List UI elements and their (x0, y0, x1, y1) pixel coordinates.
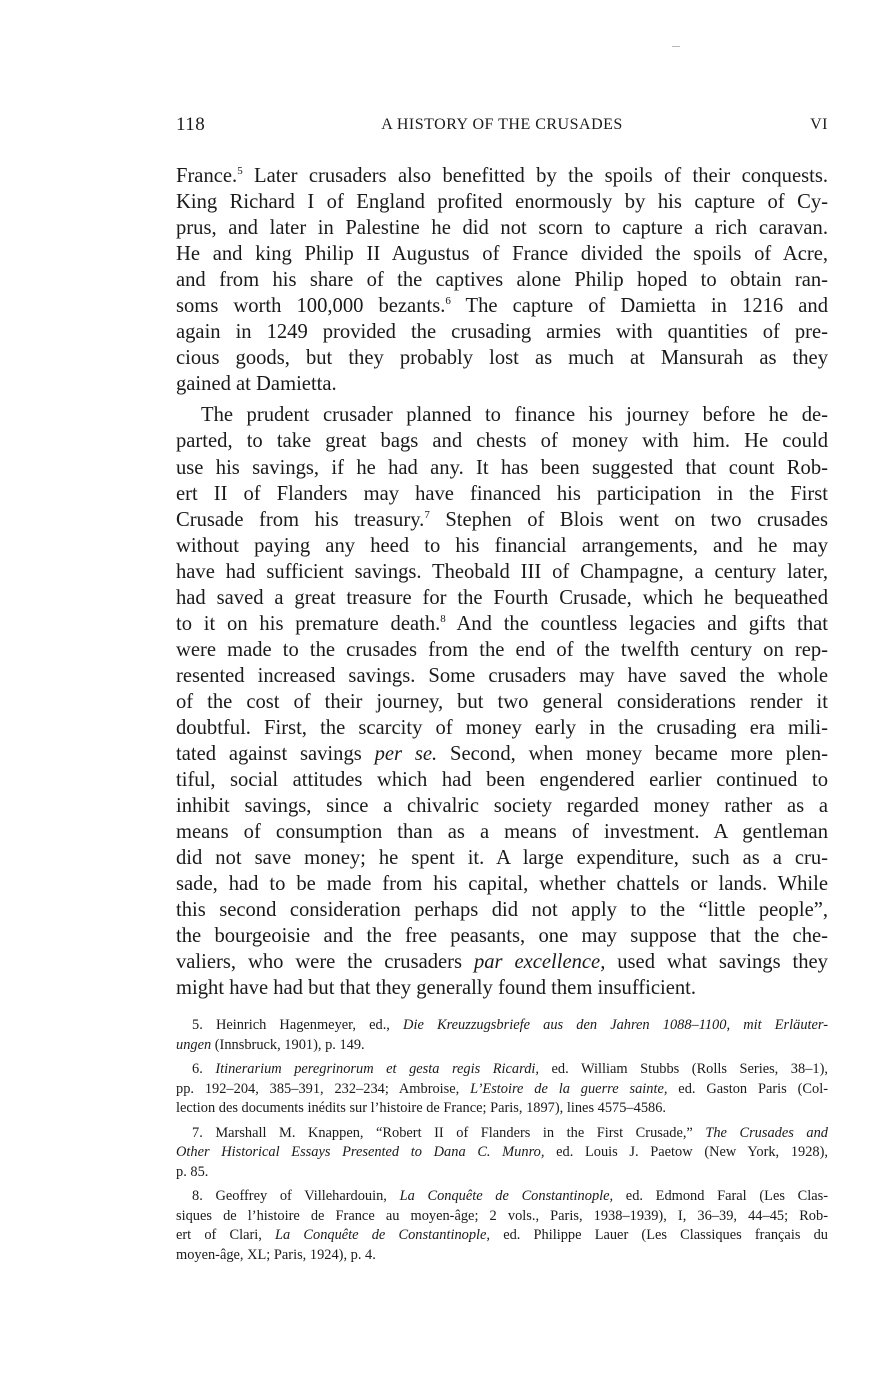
text-run: ed. Gaston Paris (Col- (667, 1080, 828, 1097)
text-run: means of consumption than as a means of investment. A gentleman (176, 821, 828, 844)
text-line (176, 767, 828, 793)
italic-text: The Crusades and (705, 1124, 828, 1141)
text-line (176, 689, 828, 715)
text-line (176, 871, 828, 897)
text-run: soms worth 100,000 bezants. (176, 295, 446, 318)
running-title: A HISTORY OF THE CRUSADES (381, 116, 623, 133)
text-line (176, 637, 828, 663)
text-run: cious goods, but they probably lost as much at Mansurah as they (176, 347, 828, 370)
paragraph (176, 402, 828, 1001)
text-run: The capture of Damietta in 1216 and (450, 295, 828, 318)
italic-text: La Conquête de Constantinople, (275, 1227, 491, 1243)
italic-text: Other Historical Essays Presented to Dana C. Munro, (176, 1144, 545, 1160)
footnote-line (176, 1060, 828, 1080)
footnote-line (176, 1207, 828, 1227)
text-run: and from his share of the captives alone Philip hoped to obtain ran- (176, 269, 828, 292)
text-line (176, 293, 828, 319)
text-line (176, 559, 828, 585)
footnote-reference: 7 (424, 508, 430, 521)
italic-text: ungen (176, 1036, 212, 1053)
text-run: use his savings, if he had any. It has been suggested that count Rob- (176, 456, 828, 479)
text-line (176, 611, 828, 637)
text-line (176, 241, 828, 267)
footnote-line (176, 1143, 828, 1163)
italic-text: Itinerarium peregrinorum et gesta regis Ricardi, (215, 1061, 539, 1077)
footnotes (176, 1016, 828, 1270)
footnote-line (176, 1016, 828, 1036)
text-line (176, 319, 828, 345)
text-line (176, 428, 828, 454)
text-line (176, 897, 828, 923)
text-line (176, 533, 828, 559)
footnote-line (176, 1124, 828, 1144)
text-run: did not save money; he spent it. A large expenditure, such as a cru- (176, 847, 828, 870)
text-line (176, 402, 828, 428)
footnote-line (176, 1036, 828, 1056)
text-run: ed. Edmond Faral (Les Clas- (613, 1188, 828, 1204)
text-run: pp. 192–204, 385–391, 232–234; Ambroise, (176, 1080, 471, 1097)
text-line (176, 741, 828, 767)
footnote-line (176, 1099, 828, 1119)
text-run: (Innsbruck, 1901), p. 149. (211, 1036, 365, 1053)
text-run: ed. Louis J. Paetow (New York, 1928), (544, 1144, 828, 1160)
text-line (176, 163, 828, 189)
text-run: tated against savings (176, 743, 375, 766)
text-run: of the cost of their journey, but two general considerations render it (176, 690, 828, 713)
text-run: again in 1249 provided the crusading armies with quantities of pre- (176, 321, 828, 344)
text-run: to it on his premature death. (176, 612, 441, 635)
text-run: France. (176, 165, 238, 187)
text-line (176, 481, 828, 507)
footnote-line (176, 1226, 828, 1246)
text-run: 6. (192, 1061, 216, 1077)
paragraph (176, 163, 828, 397)
text-line (176, 345, 828, 371)
text-line (176, 215, 828, 241)
text-run: prus, and later in Palestine he did not scorn to capture a rich caravan. (176, 217, 828, 240)
text-run: gained at Damietta. (176, 373, 337, 396)
text-run: King Richard I of England profited enormously by his capture of Cy- (176, 191, 828, 214)
text-run: p. 85. (176, 1163, 209, 1180)
text-run: the bourgeoisie and the free peasants, one may suppose that the che- (176, 925, 828, 948)
italic-text: L’Estoire de la guerre sainte, (470, 1080, 668, 1097)
page-number: 118 (176, 114, 206, 135)
footnote-line (176, 1080, 828, 1100)
text-run: were made to the crusades from the end of the twelfth century on rep- (176, 638, 828, 661)
text-run: parted, to take great bags and chests of money with him. He could (176, 430, 828, 453)
text-run: 7. Marshall M. Knappen, “Robert II of Flanders in the First Crusade,” (192, 1124, 706, 1141)
text-line (176, 455, 828, 481)
text-run: ert of Clari, (176, 1227, 276, 1243)
footnote-reference: 5 (237, 165, 243, 177)
text-run: have had sufficient savings. Theobald III of Champagne, a century later, (176, 560, 828, 583)
chapter-number: VI (810, 116, 828, 133)
text-run: resented increased savings. Some crusaders may have saved the whole (176, 664, 828, 687)
text-line (176, 189, 828, 215)
text-run: valiers, who were the crusaders (176, 951, 474, 974)
text-line (176, 663, 828, 689)
footnote-line (176, 1246, 828, 1266)
text-run: He and king Philip II Augustus of France divided the spoils of Acre, (176, 243, 828, 266)
text-line (176, 371, 828, 397)
text-run: And the countless legacies and gifts that (445, 612, 829, 635)
footnote-reference: 6 (445, 295, 451, 308)
text-run: 8. Geoffrey of Villehardouin, (192, 1188, 400, 1204)
body-text (176, 163, 828, 1002)
footnote (176, 1187, 828, 1265)
text-run: lection des documents inédits sur l’histoire de France; Paris, 1897), lines 4575–4586. (176, 1100, 666, 1116)
footnote-line (176, 1163, 828, 1183)
text-run: ed. Philippe Lauer (Les Classiques français du (490, 1227, 828, 1243)
footnote (176, 1124, 828, 1183)
text-line (176, 715, 828, 741)
text-run: sade, had to be made from his capital, whether chattels or lands. While (176, 873, 828, 896)
italic-text: La Conquête de Constantinople, (399, 1188, 614, 1204)
footnote-reference: 8 (440, 612, 446, 625)
running-head (176, 114, 828, 142)
text-run: might have had but that they generally found them insufficient. (176, 977, 697, 1000)
text-run: Stephen of Blois went on two crusades (429, 508, 828, 531)
text-run: ed. William Stubbs (Rolls Series, 38–1), (538, 1061, 828, 1077)
text-run: 5. Heinrich Hagenmeyer, ed., (192, 1017, 404, 1033)
text-line (176, 949, 828, 975)
text-line (176, 975, 828, 1001)
text-line (176, 585, 828, 611)
text-run: tiful, social attitudes which had been engendered earlier continued to (176, 769, 828, 792)
footnote (176, 1060, 828, 1119)
text-run: siques de l’histoire de France au moyen-âge; 2 vols., Paris, 1938–1939), I, 36–39, 44–45; Rob- (176, 1207, 828, 1224)
text-run: doubtful. First, the scarcity of money early in the crusading era mili- (176, 716, 828, 739)
text-line (176, 507, 828, 533)
italic-text: Die Kreuzzugsbriefe aus den Jahren 1088–1100, mit Erläuter- (403, 1017, 829, 1033)
text-line (176, 267, 828, 293)
text-run: ert II of Flanders may have financed his participation in the First (176, 482, 828, 505)
text-line (176, 923, 828, 949)
italic-text: par excellence, (473, 951, 606, 974)
footnote (176, 1016, 828, 1055)
text-run: without paying any heed to his financial arrangements, and he may (176, 534, 828, 557)
text-run: The prudent crusader planned to finance his journey before he de- (201, 404, 828, 427)
footnote-line (176, 1187, 828, 1207)
text-run: Crusade from his treasury. (176, 508, 425, 531)
text-run: inhibit savings, since a chivalric society regarded money rather as a (176, 795, 828, 818)
text-run: had saved a great treasure for the Fourth Crusade, which he bequeathed (176, 586, 828, 609)
text-run: used what savings they (605, 951, 828, 974)
text-line (176, 793, 828, 819)
italic-text: per se. (374, 743, 438, 766)
text-line (176, 819, 828, 845)
text-run: Second, when money became more plen- (437, 743, 828, 766)
text-run: this second consideration perhaps did not apply to the “little people”, (176, 899, 828, 922)
text-run: Later crusaders also benefitted by the spoils of their conquests. (242, 165, 828, 187)
scan-mark (672, 46, 680, 47)
text-line (176, 845, 828, 871)
text-run: moyen-âge, XL; Paris, 1924), p. 4. (176, 1246, 376, 1263)
